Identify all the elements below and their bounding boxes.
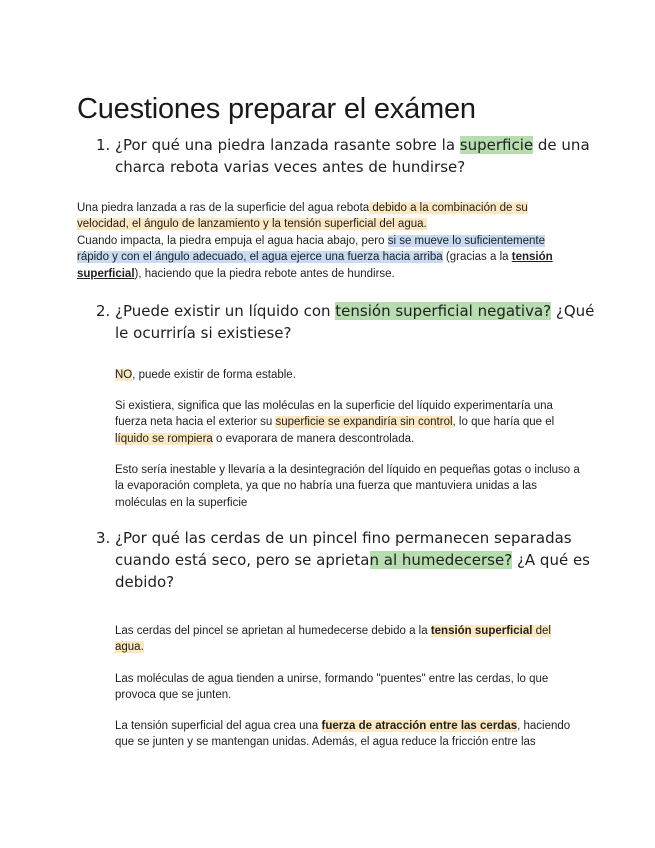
- question-2: [96, 300, 596, 344]
- answer-3-paragraph-2: Las moléculas de agua tienden a unirse, formando "puentes" entre las cerdas, lo que provoca que se junten.: [115, 673, 549, 702]
- answer-2-paragraph-3: Esto sería inestable y llevaría a la desintegración del líquido en pequeñas gotas o incluso a la evaporación completa, ya que no habría una fuerza que mantuviera unidas a las moléculas en la superficie: [115, 464, 580, 509]
- answer-2-paragraph-1: [115, 367, 585, 383]
- answer-text: La tensión superficial del agua crea una: [115, 720, 322, 732]
- highlight-yellow: líquido se rompiera: [115, 432, 213, 445]
- answer-text: Las cerdas del pincel se aprietan al humedecerse debido a la: [115, 625, 431, 637]
- question-text: [115, 134, 596, 178]
- question-text-part: ¿Por qué las cerdas de un pincel fino permanecen separadas cuando está seco, pero se aprieta: [115, 529, 572, 569]
- answer-text: ), haciendo que la piedra rebote antes de hundirse.: [134, 267, 395, 280]
- answer-1-paragraph: [77, 200, 557, 282]
- answer-3-paragraph-3: [115, 718, 585, 751]
- highlight-yellow: NO: [115, 369, 133, 381]
- question-text-part: ¿Por qué una piedra lanzada rasante sobre la: [115, 136, 460, 154]
- question-text: [115, 527, 596, 593]
- question-1: [96, 134, 596, 178]
- question-text-part: ¿A qué es debido?: [115, 551, 590, 591]
- question-3: [96, 527, 596, 593]
- highlight-yellow: debido a la combinación de su velocidad, el ángulo de lanzamiento y la tensión superficial del agua.: [77, 202, 528, 231]
- question-number: 3.: [96, 529, 111, 547]
- answer-3-paragraph-1: [115, 623, 565, 656]
- highlight-green: tensión superficial negativa?: [335, 302, 552, 320]
- question-number: 2.: [96, 302, 111, 320]
- question-text-part: ¿Puede existir un líquido con: [115, 302, 336, 320]
- highlight-blue: si se mueve lo suficientemente rápido y con el ángulo adecuado, el agua ejerce una fuerza hacia arriba: [77, 234, 545, 264]
- question-text-part: ¿Qué le ocurriría si existiese?: [115, 302, 595, 342]
- answer-text: o evaporara de manera descontrolada.: [212, 432, 415, 445]
- answer-text: Si existiera, significa que las moléculas en la superficie del líquido experimentaría una fuerza neta hacia el exterior su: [115, 400, 553, 429]
- answer-2-paragraph-2: [115, 398, 585, 447]
- highlight-green: n al humedecerse?: [369, 551, 513, 569]
- answer-text: , puede existir de forma estable.: [132, 369, 296, 381]
- page-title: Cuestiones preparar el exámen: [77, 93, 476, 126]
- answer-text: (gracias a la: [442, 251, 512, 264]
- question-number: 1.: [96, 136, 111, 154]
- question-text: [115, 300, 596, 344]
- answer-text: , lo que haría que el: [452, 416, 555, 429]
- question-text-part: de una charca rebota varias veces antes de hundirse?: [115, 136, 590, 176]
- highlight-green: superficie: [459, 136, 534, 154]
- bold-term: tensión superficial: [77, 251, 553, 280]
- answer-text: Cuando impacta, la piedra empuja el agua hacia abajo, pero: [77, 234, 388, 247]
- bold-term: fuerza de atracción entre las cerdas: [321, 720, 518, 732]
- highlight-yellow: del agua.: [115, 625, 551, 654]
- bold-term: tensión superficial: [430, 625, 533, 637]
- answer-text: Una piedra lanzada a ras de la superficie del agua rebota: [77, 202, 370, 214]
- highlight-yellow: superficie se expandiría sin control: [275, 416, 453, 429]
- answer-text: , haciendo que se junten y se mantengan unidas. Además, el agua reduce la fricción entre las: [115, 720, 571, 749]
